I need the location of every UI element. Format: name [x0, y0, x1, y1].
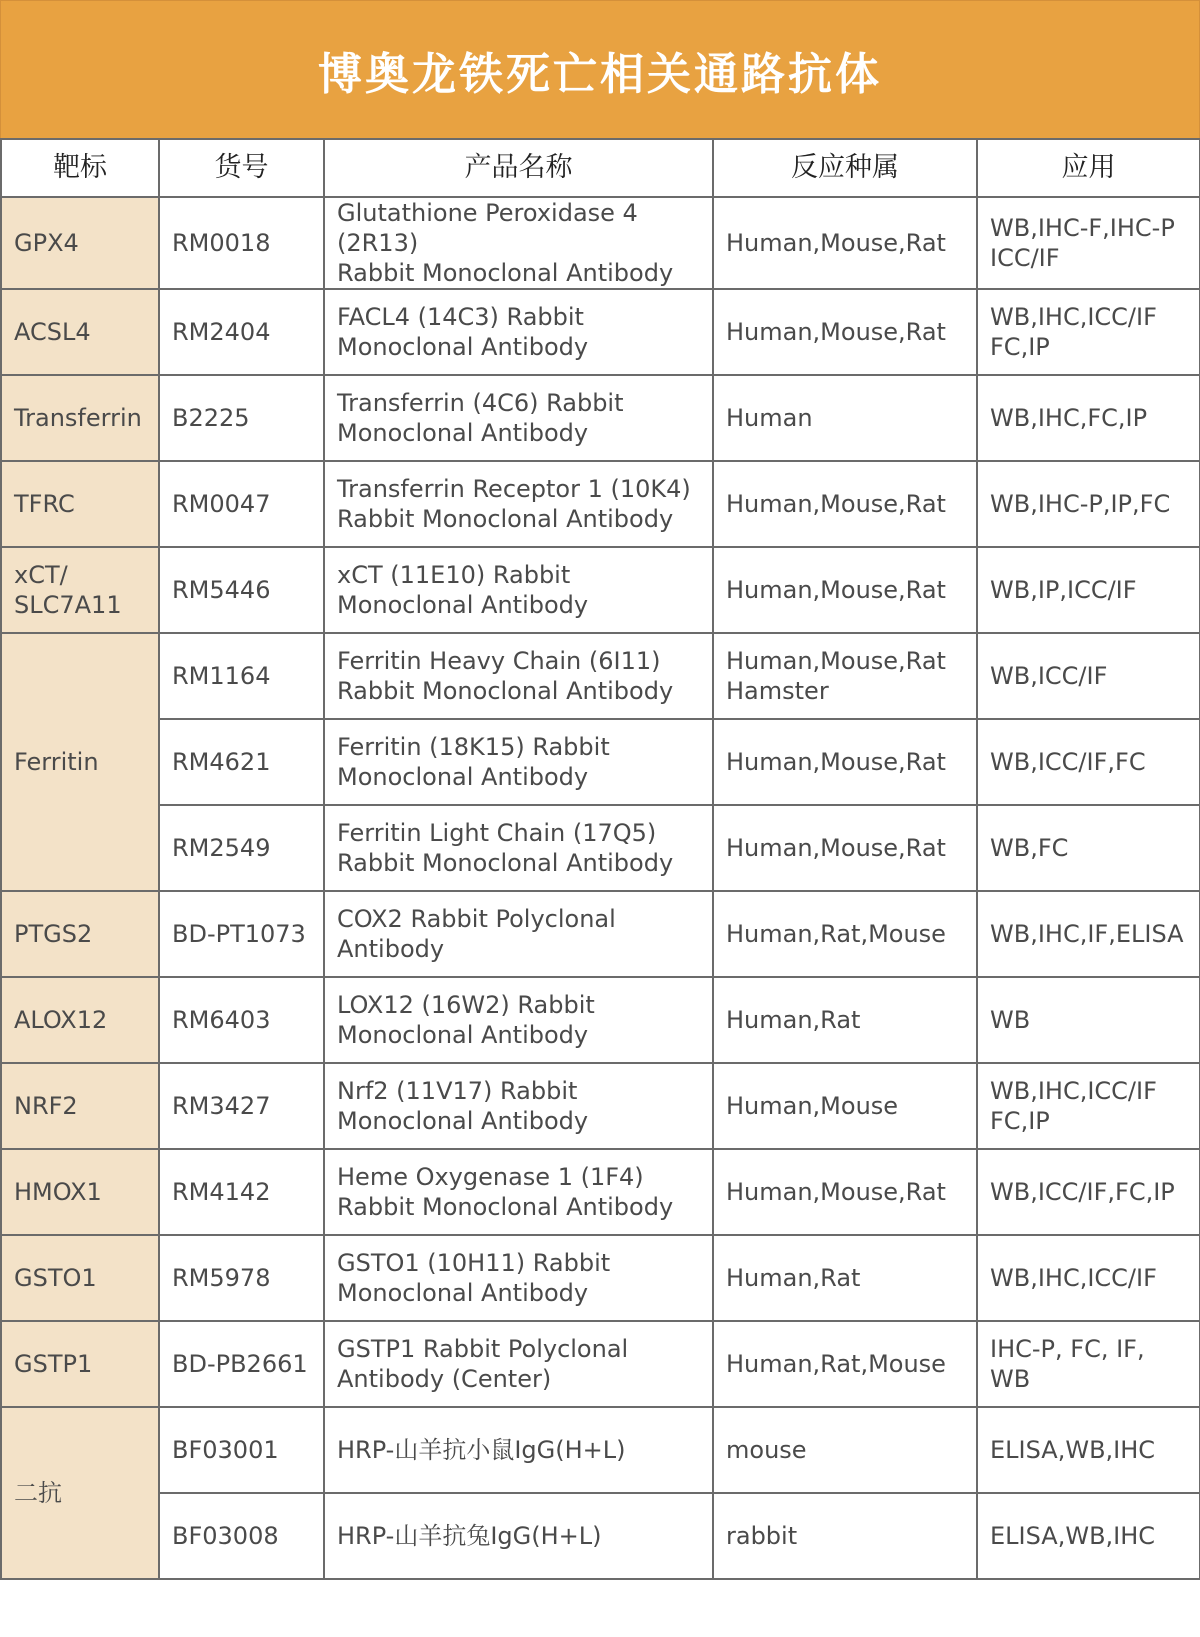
- application-cell: [977, 1063, 1200, 1149]
- page-title: 博奥龙铁死亡相关通路抗体: [318, 48, 882, 100]
- target-cell: PTGS2: [1, 891, 159, 977]
- application-cell: [977, 1235, 1200, 1321]
- species-cell-line: Human,Mouse,Rat: [726, 1178, 946, 1206]
- application-cell: [977, 547, 1200, 633]
- product-cell-line: Monoclonal Antibody: [337, 763, 589, 791]
- catalog-cell: RM2549: [159, 805, 324, 891]
- application-cell: [977, 289, 1200, 375]
- catalog-cell: RM4142: [159, 1149, 324, 1235]
- target-cell: GSTP1: [1, 1321, 159, 1407]
- target-cell: 二抗: [1, 1407, 159, 1579]
- species-cell-line: Human,Rat: [726, 1006, 861, 1034]
- species-cell-line: mouse: [726, 1436, 807, 1464]
- title-banner: [0, 0, 1200, 139]
- application-cell-line: WB,ICC/IF: [990, 662, 1108, 690]
- application-cell-line: WB,IHC,IF,ELISA: [990, 920, 1184, 948]
- species-cell: [713, 547, 977, 633]
- target-cell: Transferrin: [1, 375, 159, 461]
- product-cell-line: Monoclonal Antibody: [337, 1279, 589, 1307]
- catalog-cell: RM0047: [159, 461, 324, 547]
- product-cell-line: xCT (11E10) Rabbit: [337, 561, 571, 589]
- application-cell-line: FC,IP: [990, 333, 1050, 361]
- product-cell: [324, 547, 713, 633]
- product-cell: [324, 197, 713, 289]
- table-row: [1, 547, 1200, 633]
- species-cell: [713, 1321, 977, 1407]
- table-row: [1, 1493, 1200, 1579]
- species-cell-line: Human,Mouse,Rat: [726, 834, 946, 862]
- application-cell-line: WB,IHC,ICC/IF: [990, 1264, 1157, 1292]
- application-cell-line: WB,ICC/IF,FC,IP: [990, 1178, 1175, 1206]
- species-cell-line: Human,Mouse,Rat: [726, 490, 946, 518]
- target-cell: TFRC: [1, 461, 159, 547]
- application-cell: [977, 461, 1200, 547]
- species-cell-line: rabbit: [726, 1522, 798, 1550]
- catalog-cell: RM0018: [159, 197, 324, 289]
- table-row: [1, 1063, 1200, 1149]
- species-cell-line: Human,Rat,Mouse: [726, 920, 946, 948]
- table-row: [1, 977, 1200, 1063]
- product-cell: [324, 719, 713, 805]
- product-cell-line: Rabbit Monoclonal Antibody: [337, 849, 674, 877]
- application-cell-line: IHC-P, FC, IF, WB: [990, 1335, 1145, 1393]
- product-cell-line: Monoclonal Antibody: [337, 591, 589, 619]
- target-cell-line: xCT/: [14, 561, 68, 589]
- product-cell: [324, 1321, 713, 1407]
- product-cell-line: FACL4 (14C3) Rabbit: [337, 303, 584, 331]
- product-cell: [324, 1063, 713, 1149]
- application-cell-line: ICC/IF: [990, 244, 1060, 272]
- application-cell-line: WB,ICC/IF,FC: [990, 748, 1146, 776]
- species-cell-line: Human,Mouse,Rat: [726, 647, 946, 675]
- species-cell: [713, 461, 977, 547]
- species-cell-line: Human,Rat,Mouse: [726, 1350, 946, 1378]
- product-cell-line: Antibody (Center): [337, 1365, 552, 1393]
- species-cell: [713, 805, 977, 891]
- product-cell: [324, 1235, 713, 1321]
- application-cell: [977, 1321, 1200, 1407]
- target-cell: [1, 547, 159, 633]
- application-cell-line: WB,IHC,FC,IP: [990, 404, 1148, 432]
- application-cell: [977, 1493, 1200, 1579]
- application-cell: [977, 197, 1200, 289]
- table-header-row: [1, 139, 1200, 197]
- application-cell: [977, 633, 1200, 719]
- catalog-cell: RM1164: [159, 633, 324, 719]
- target-cell: NRF2: [1, 1063, 159, 1149]
- product-cell: [324, 289, 713, 375]
- target-cell: ACSL4: [1, 289, 159, 375]
- product-cell-line: Monoclonal Antibody: [337, 1107, 589, 1135]
- species-cell-line: Human,Mouse,Rat: [726, 318, 946, 346]
- catalog-cell: BF03008: [159, 1493, 324, 1579]
- application-cell-line: WB,IHC,ICC/IF: [990, 303, 1157, 331]
- table-row: [1, 1149, 1200, 1235]
- application-cell: [977, 977, 1200, 1063]
- species-cell: [713, 891, 977, 977]
- product-cell: [324, 633, 713, 719]
- product-cell-line: Monoclonal Antibody: [337, 419, 589, 447]
- catalog-cell: BD-PB2661: [159, 1321, 324, 1407]
- application-cell-line: ELISA,WB,IHC: [990, 1522, 1156, 1550]
- product-cell-line: GSTP1 Rabbit Polyclonal: [337, 1335, 629, 1363]
- product-cell-line: Ferritin Heavy Chain (6I11): [337, 647, 661, 675]
- target-cell: HMOX1: [1, 1149, 159, 1235]
- catalog-cell: BD-PT1073: [159, 891, 324, 977]
- catalog-cell: B2225: [159, 375, 324, 461]
- table-row: [1, 375, 1200, 461]
- product-cell: [324, 1407, 713, 1493]
- species-cell-line: Hamster: [726, 677, 829, 705]
- application-cell-line: WB,IP,ICC/IF: [990, 576, 1137, 604]
- application-cell-line: WB: [990, 1006, 1031, 1034]
- species-cell: [713, 1407, 977, 1493]
- application-cell: [977, 805, 1200, 891]
- product-cell-line: Ferritin Light Chain (17Q5): [337, 819, 657, 847]
- table-row: [1, 805, 1200, 891]
- product-cell: [324, 375, 713, 461]
- species-cell-line: Human,Mouse: [726, 1092, 899, 1120]
- product-cell-line: Transferrin Receptor 1 (10K4): [337, 475, 691, 503]
- species-cell: [713, 375, 977, 461]
- header-catalog: 货号: [159, 139, 324, 197]
- application-cell: [977, 719, 1200, 805]
- catalog-cell: RM5978: [159, 1235, 324, 1321]
- product-cell-line: HRP-山羊抗小鼠IgG(H+L): [337, 1436, 626, 1464]
- product-cell-line: Rabbit Monoclonal Antibody: [337, 259, 674, 287]
- product-cell-line: Glutathione Peroxidase 4 (2R13): [337, 199, 638, 257]
- application-cell-line: WB,IHC-F,IHC-P: [990, 214, 1175, 242]
- product-cell-line: Monoclonal Antibody: [337, 333, 589, 361]
- product-cell: [324, 891, 713, 977]
- table-row: [1, 891, 1200, 977]
- header-product: 产品名称: [324, 139, 713, 197]
- application-cell-line: ELISA,WB,IHC: [990, 1436, 1156, 1464]
- product-cell-line: Rabbit Monoclonal Antibody: [337, 1193, 674, 1221]
- product-cell-line: COX2 Rabbit Polyclonal: [337, 905, 616, 933]
- header-species: 反应种属: [713, 139, 977, 197]
- product-cell-line: Ferritin (18K15) Rabbit: [337, 733, 610, 761]
- product-cell-line: Rabbit Monoclonal Antibody: [337, 677, 674, 705]
- table-row: [1, 1235, 1200, 1321]
- target-cell: Ferritin: [1, 633, 159, 891]
- product-cell: [324, 977, 713, 1063]
- species-cell: [713, 289, 977, 375]
- table-row: [1, 633, 1200, 719]
- application-cell-line: WB,FC: [990, 834, 1069, 862]
- species-cell: [713, 1063, 977, 1149]
- application-cell: [977, 891, 1200, 977]
- species-cell: [713, 1235, 977, 1321]
- product-cell-line: Rabbit Monoclonal Antibody: [337, 505, 674, 533]
- application-cell-line: WB,IHC-P,IP,FC: [990, 490, 1171, 518]
- species-cell: [713, 633, 977, 719]
- product-cell-line: GSTO1 (10H11) Rabbit: [337, 1249, 611, 1277]
- species-cell-line: Human,Mouse,Rat: [726, 576, 946, 604]
- header-target: 靶标: [1, 139, 159, 197]
- product-cell-line: HRP-山羊抗兔IgG(H+L): [337, 1522, 602, 1550]
- species-cell: [713, 1493, 977, 1579]
- species-cell: [713, 719, 977, 805]
- application-cell-line: WB,IHC,ICC/IF: [990, 1077, 1157, 1105]
- product-cell: [324, 805, 713, 891]
- catalog-cell: RM2404: [159, 289, 324, 375]
- product-cell-line: Heme Oxygenase 1 (1F4): [337, 1163, 644, 1191]
- table-row: [1, 289, 1200, 375]
- target-cell-line: SLC7A11: [14, 591, 122, 619]
- species-cell-line: Human: [726, 404, 813, 432]
- product-cell-line: Monoclonal Antibody: [337, 1021, 589, 1049]
- table-body: [1, 197, 1200, 1579]
- catalog-cell: BF03001: [159, 1407, 324, 1493]
- header-application: 应用: [977, 139, 1200, 197]
- product-cell: [324, 1149, 713, 1235]
- species-cell-line: Human,Rat: [726, 1264, 861, 1292]
- table-row: [1, 1321, 1200, 1407]
- species-cell-line: Human,Mouse,Rat: [726, 748, 946, 776]
- antibody-table: [0, 138, 1200, 1580]
- catalog-cell: RM6403: [159, 977, 324, 1063]
- product-cell: [324, 1493, 713, 1579]
- application-cell: [977, 1149, 1200, 1235]
- target-cell: GSTO1: [1, 1235, 159, 1321]
- application-cell: [977, 1407, 1200, 1493]
- catalog-cell: RM5446: [159, 547, 324, 633]
- table-row: [1, 719, 1200, 805]
- product-cell-line: Nrf2 (11V17) Rabbit: [337, 1077, 578, 1105]
- application-cell-line: FC,IP: [990, 1107, 1050, 1135]
- product-cell-line: Antibody: [337, 935, 445, 963]
- product-cell-line: LOX12 (16W2) Rabbit: [337, 991, 595, 1019]
- table-row: [1, 1407, 1200, 1493]
- product-cell: [324, 461, 713, 547]
- species-cell-line: Human,Mouse,Rat: [726, 229, 946, 257]
- species-cell: [713, 1149, 977, 1235]
- catalog-cell: RM4621: [159, 719, 324, 805]
- catalog-cell: RM3427: [159, 1063, 324, 1149]
- target-cell: GPX4: [1, 197, 159, 289]
- target-cell: ALOX12: [1, 977, 159, 1063]
- application-cell: [977, 375, 1200, 461]
- table-row: [1, 197, 1200, 289]
- table-row: [1, 461, 1200, 547]
- species-cell: [713, 977, 977, 1063]
- species-cell: [713, 197, 977, 289]
- product-cell-line: Transferrin (4C6) Rabbit: [337, 389, 624, 417]
